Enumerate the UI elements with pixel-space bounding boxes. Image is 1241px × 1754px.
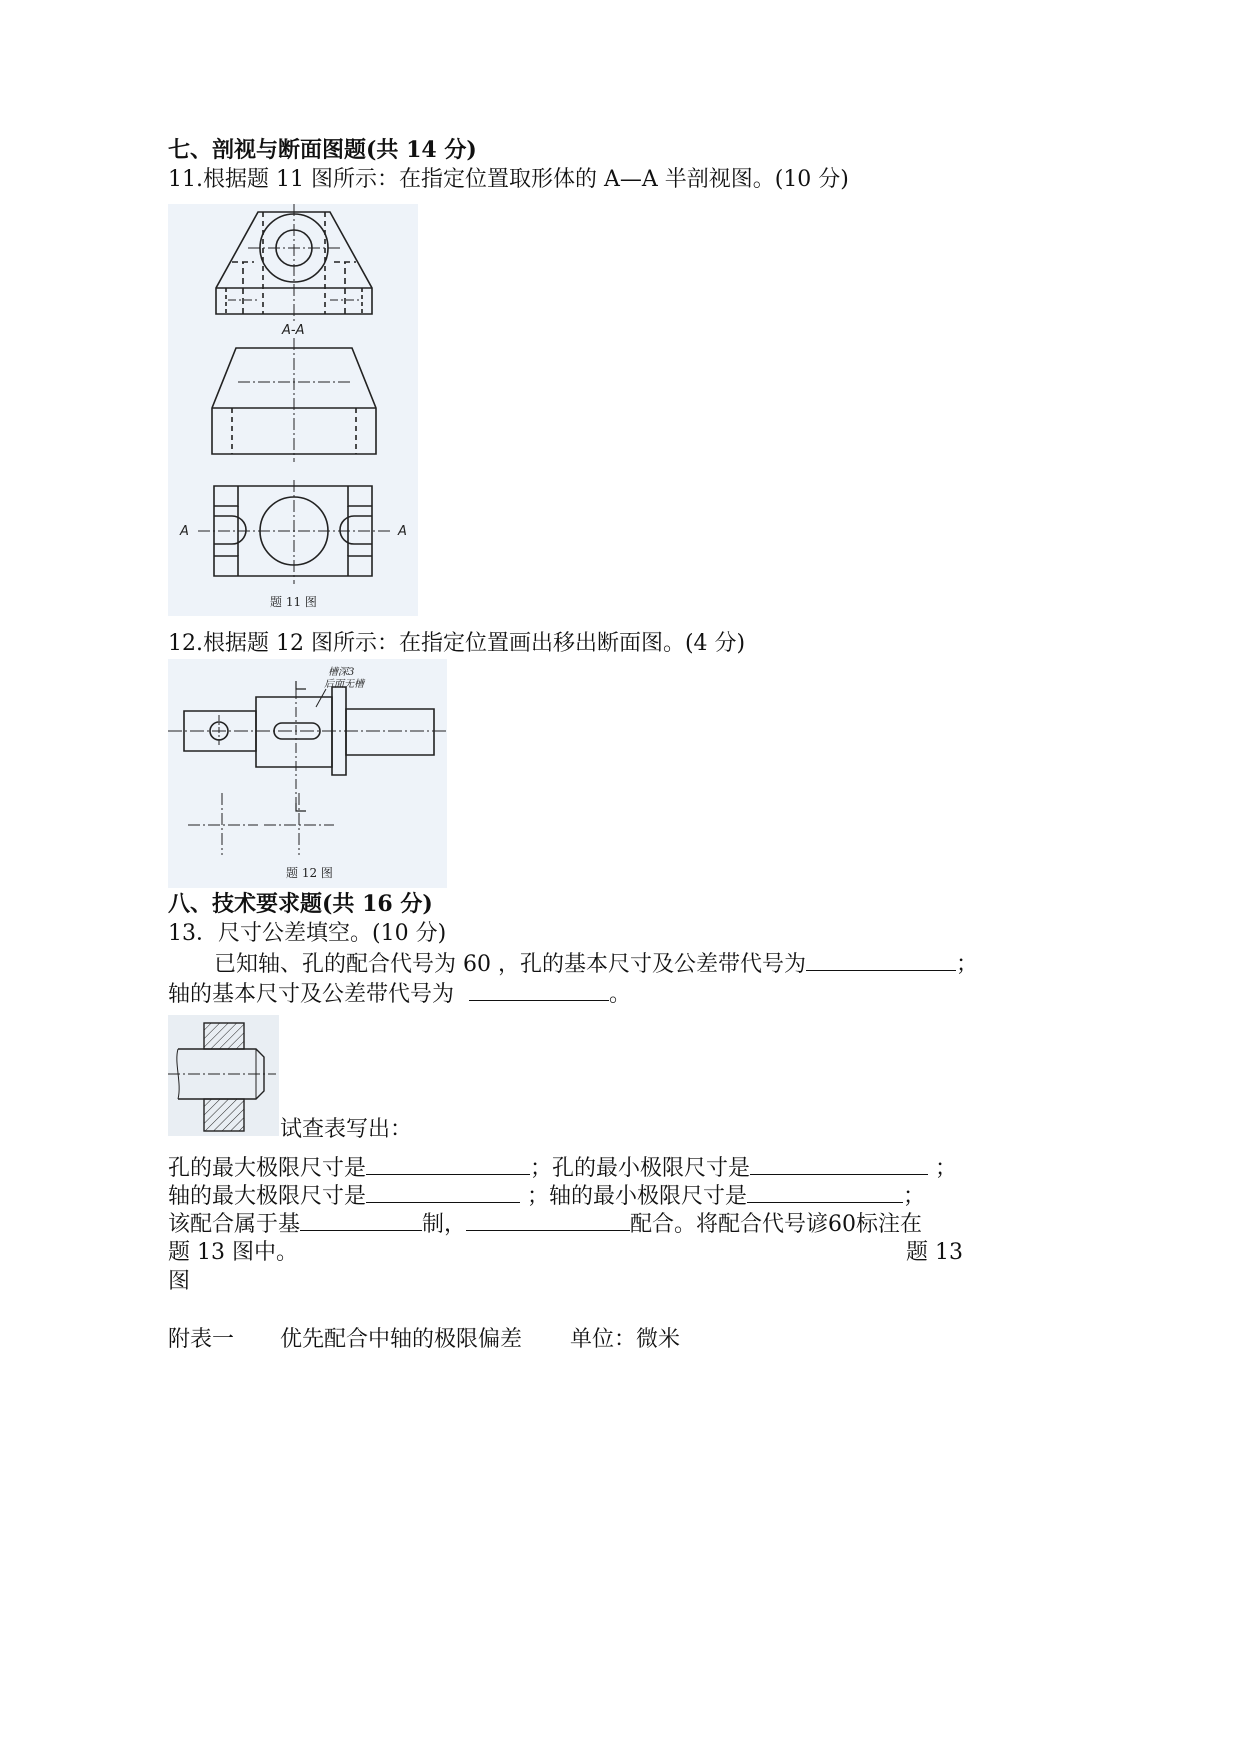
figure-12 [168,659,447,888]
fit-basis-label: 该配合属于基 [168,1212,301,1237]
fit-line [168,1210,922,1239]
section7-heading: 七、剖视与断面图题(共 14 分) [168,137,477,163]
hole-max-label: 孔的最大极限尺寸是 [168,1156,367,1181]
hole-limits-line [168,1154,957,1183]
shaft-max-label: 轴的最大极限尺寸是 [168,1184,367,1209]
question-13-line2 [168,980,631,1009]
note-groove-depth: 槽深3 [328,667,355,678]
q13-line2-text: 轴的基本尺寸及公差带代号为 [168,982,455,1007]
hole-min-label: ；孔的最小极限尺寸是 [530,1156,751,1181]
figure-13-ref-2: 图 [168,1269,191,1294]
fit-line-2: 题 13 图中。 [168,1240,298,1265]
q13-line2-end: 。 [609,982,632,1007]
shaft-right-end [346,709,434,755]
q13-line1-end: ； [955,952,978,977]
blank-hole-max[interactable] [366,1154,530,1175]
figure-12-caption: 题 12 图 [286,866,333,880]
label-a-right: A [398,524,407,539]
shaft-limits-line [168,1182,925,1211]
appendix-label: 附表一 [168,1327,235,1352]
question-13-line1 [214,950,978,979]
section8-heading: 八、技术要求题(共 16 分) [168,891,433,917]
figure-13-ref: 题 13 [906,1240,963,1265]
section-label-aa: A-A [282,323,305,338]
blank-hole-min[interactable] [750,1154,928,1175]
label-a-left: A [180,524,189,539]
q13-line1-text: 已知轴、孔的配合代号为 60 ，孔的基本尺寸及公差带代号为 [214,952,806,977]
fit-annotate-text: 配合。将配合代号谚60标注在 [630,1212,923,1237]
note-no-groove: 后面无槽 [324,679,364,690]
shaft-min-label: ；轴的最小极限尺寸是 [527,1184,748,1209]
question-11-text: 11.根据题 11 图所示：在指定位置取形体的 A—A 半剖视图。(10 分) [168,167,849,192]
figure-11 [168,204,418,616]
appendix-unit: 单位：微米 [570,1327,681,1352]
figure-11-caption: 题 11 图 [270,595,317,609]
fit-system-label: 制， [422,1212,467,1237]
blank-hole-code[interactable] [806,950,956,971]
hole-section-bottom [204,1099,244,1131]
figure-13 [168,1015,279,1136]
blank-fit-basis[interactable] [300,1210,422,1231]
blank-shaft-min[interactable] [747,1182,903,1203]
lookup-text: 试查表写出： [280,1117,413,1142]
blank-shaft-max[interactable] [366,1182,520,1203]
appendix-title: 优先配合中轴的极限偏差 [280,1327,523,1352]
hole-end: ； [935,1156,958,1181]
blank-shaft-code[interactable] [469,980,609,1001]
question-13-title: 13．尺寸公差填空。(10 分) [168,921,447,946]
question-12-text: 12.根据题 12 图所示：在指定位置画出移出断面图。(4 分) [168,631,746,656]
hole-section-top [204,1023,244,1049]
shaft-end: ； [903,1184,926,1209]
blank-fit-type[interactable] [466,1210,630,1231]
